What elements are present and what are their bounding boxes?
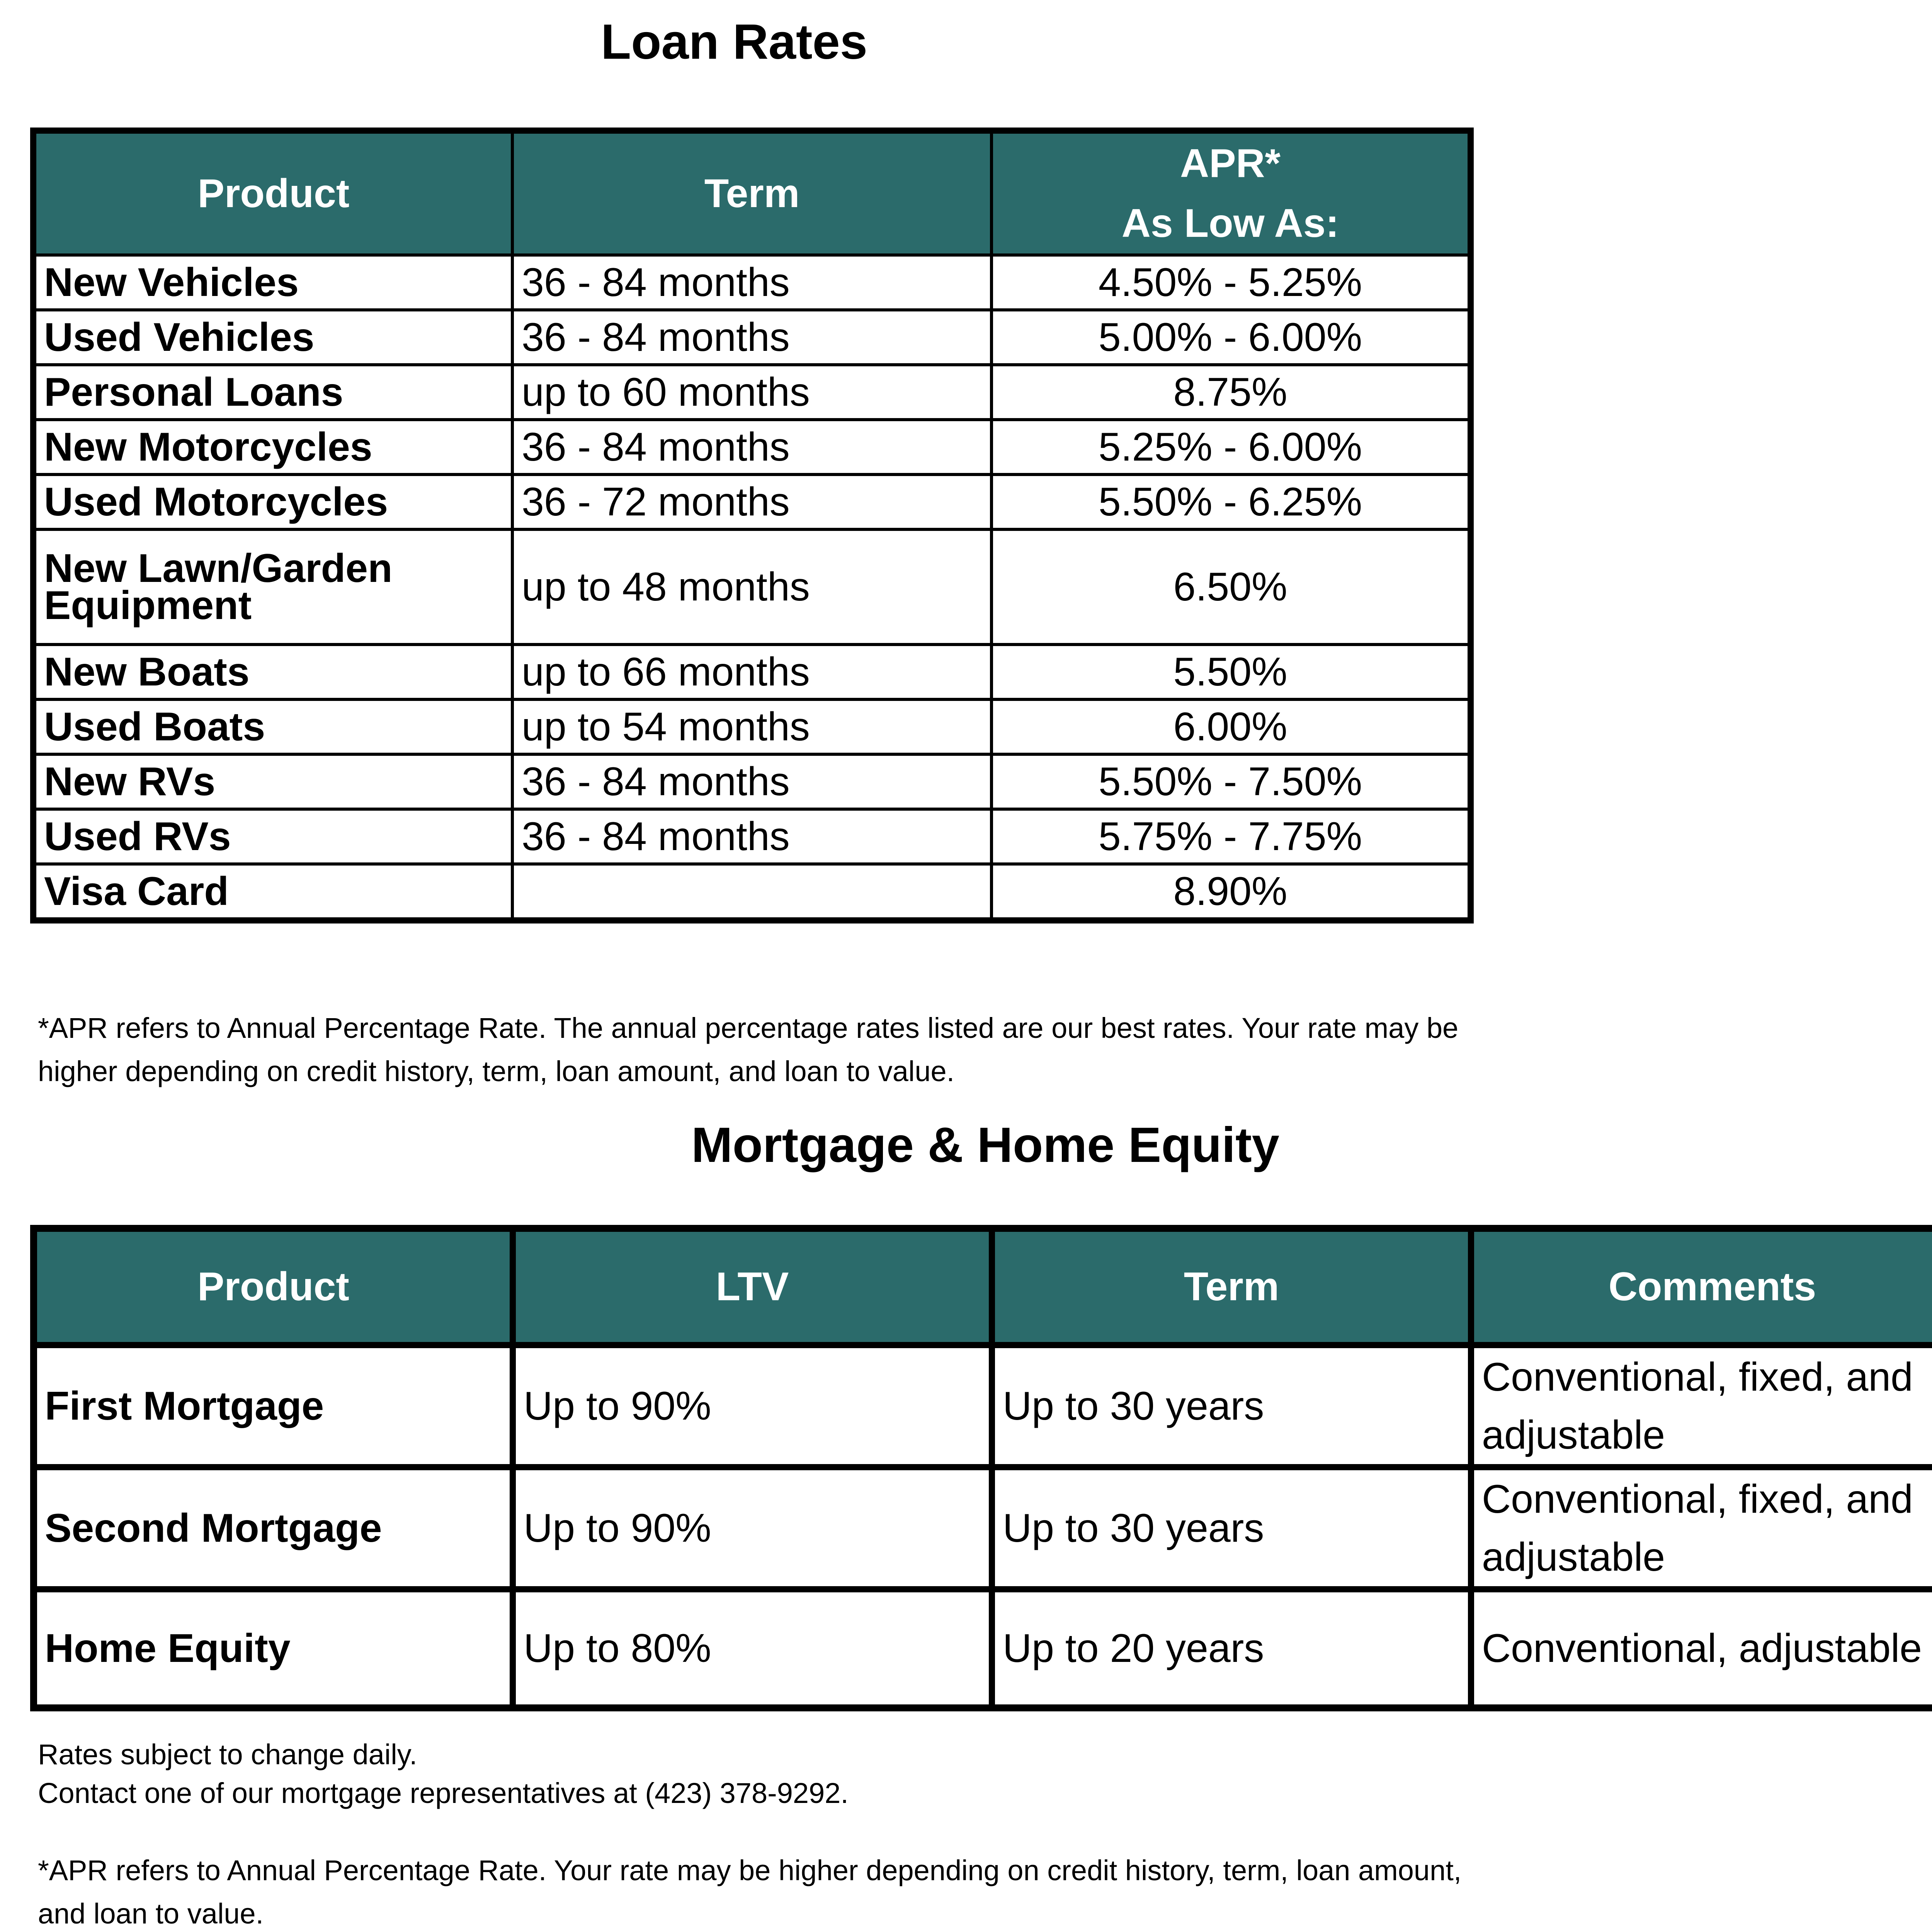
apr-cell: 8.90%	[992, 864, 1471, 920]
term-cell: 36 - 84 months	[512, 754, 992, 809]
loan-apr-footnote: *APR refers to Annual Percentage Rate. The annual percentage rates listed are our best rates. Your rate may be higher depending on credit history, term, loan amount, and loan to value.	[38, 1012, 1459, 1087]
table-row	[33, 255, 1471, 310]
product-cell: New RVs	[33, 754, 512, 809]
loan-rates-table	[30, 128, 1474, 923]
apr-cell: 5.25% - 6.00%	[992, 420, 1471, 474]
table-row	[34, 1589, 1932, 1708]
term-cell: 36 - 84 months	[512, 809, 992, 864]
term-cell: up to 66 months	[512, 645, 992, 699]
product-cell: Used RVs	[33, 809, 512, 864]
header-term: Term	[512, 131, 992, 255]
comments-cell: Conventional, adjustable	[1471, 1589, 1932, 1708]
product-cell: New Boats	[33, 645, 512, 699]
table-row	[34, 1467, 1932, 1589]
term-cell: up to 48 months	[512, 529, 992, 645]
ltv-cell: Up to 90%	[513, 1467, 992, 1589]
table-row	[34, 1345, 1932, 1467]
product-cell: New Lawn/Garden Equipment	[33, 529, 512, 645]
term-cell: Up to 30 years	[992, 1345, 1471, 1467]
table-row	[33, 529, 1471, 645]
product-cell: Home Equity	[34, 1589, 513, 1708]
product-cell: New Vehicles	[33, 255, 512, 310]
apr-cell: 6.50%	[992, 529, 1471, 645]
apr-cell: 5.00% - 6.00%	[992, 310, 1471, 365]
table-row	[33, 474, 1471, 529]
term-cell: 36 - 84 months	[512, 255, 992, 310]
ltv-cell: Up to 90%	[513, 1345, 992, 1467]
apr-cell: 5.50% - 7.50%	[992, 754, 1471, 809]
table-row	[33, 809, 1471, 864]
header-product: Product	[34, 1228, 513, 1345]
term-cell: Up to 20 years	[992, 1589, 1471, 1708]
mortgage-header-row	[34, 1228, 1932, 1345]
product-cell: Used Motorcycles	[33, 474, 512, 529]
header-apr-line2: As Low As:	[1121, 201, 1339, 246]
product-cell: Used Boats	[33, 699, 512, 754]
product-cell: First Mortgage	[34, 1345, 513, 1467]
apr-cell: 6.00%	[992, 699, 1471, 754]
mortgage-title: Mortgage & Home Equity	[691, 1117, 1279, 1173]
term-cell: 36 - 84 months	[512, 420, 992, 474]
table-row	[33, 699, 1471, 754]
apr-cell: 5.50% - 6.25%	[992, 474, 1471, 529]
table-row	[33, 864, 1471, 920]
header-apr	[992, 131, 1471, 255]
product-cell: Personal Loans	[33, 365, 512, 420]
product-cell: Visa Card	[33, 864, 512, 920]
ltv-cell: Up to 80%	[513, 1589, 992, 1708]
apr-cell: 4.50% - 5.25%	[992, 255, 1471, 310]
comments-cell: Conventional, fixed, and adjustable	[1471, 1467, 1932, 1589]
header-comments: Comments	[1471, 1228, 1932, 1345]
contact-note: Contact one of our mortgage representatives at (423) 378-9292.	[38, 1777, 849, 1809]
product-cell: Used Vehicles	[33, 310, 512, 365]
table-row	[33, 645, 1471, 699]
term-cell: up to 60 months	[512, 365, 992, 420]
apr-cell: 5.50%	[992, 645, 1471, 699]
term-cell	[512, 864, 992, 920]
term-cell: up to 54 months	[512, 699, 992, 754]
apr-cell: 5.75% - 7.75%	[992, 809, 1471, 864]
table-row	[33, 310, 1471, 365]
rates-change-note: Rates subject to change daily.	[38, 1738, 417, 1770]
mortgage-table	[30, 1225, 1932, 1711]
loan-rates-title: Loan Rates	[601, 14, 867, 70]
header-ltv: LTV	[513, 1228, 992, 1345]
mortgage-apr-footnote: *APR refers to Annual Percentage Rate. Your rate may be higher depending on credit history, term, loan amount, and loan to value.	[38, 1854, 1462, 1930]
table-row	[33, 420, 1471, 474]
loan-rates-header-row	[33, 131, 1471, 255]
term-cell: Up to 30 years	[992, 1467, 1471, 1589]
product-cell: New Motorcycles	[33, 420, 512, 474]
header-product: Product	[33, 131, 512, 255]
product-cell: Second Mortgage	[34, 1467, 513, 1589]
comments-cell: Conventional, fixed, and adjustable	[1471, 1345, 1932, 1467]
table-row	[33, 365, 1471, 420]
term-cell: 36 - 84 months	[512, 310, 992, 365]
header-apr-line1: APR*	[1180, 141, 1281, 186]
term-cell: 36 - 72 months	[512, 474, 992, 529]
apr-cell: 8.75%	[992, 365, 1471, 420]
header-term: Term	[992, 1228, 1471, 1345]
table-row	[33, 754, 1471, 809]
